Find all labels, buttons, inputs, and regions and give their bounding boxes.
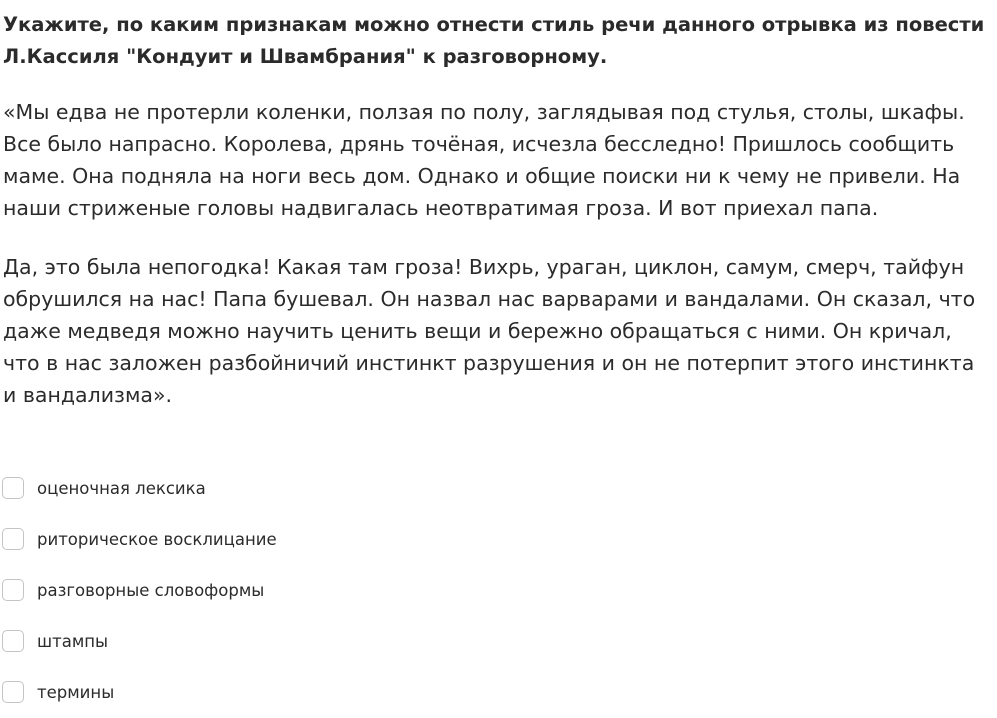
option-evaluative-vocabulary[interactable] bbox=[2, 475, 206, 501]
option-label: риторическое восклицание bbox=[37, 529, 277, 549]
checkbox[interactable] bbox=[2, 630, 24, 652]
option-label: термины bbox=[37, 682, 115, 702]
passage-paragraph-1: «Мы едва не протерли коленки, ползая по полу, заглядывая под стулья, столы, шкафы. Все было напрасно. Королева, дрянь точёная, исчезла бесследно! Пришлось сообщить маме. Она подняла на ноги весь дом. Однако и общие поиски ни к чему не привели. На наши стриженые головы надвигалась неотвратимая гроза. И вот приехал папа. bbox=[3, 100, 965, 220]
option-cliches[interactable] bbox=[2, 628, 108, 654]
question-text: Укажите, по каким признакам можно отнести стиль речи данного отрывка из повести Л.Кассиля "Кондуит и Швамбрания" к разговорному. bbox=[3, 13, 985, 68]
option-label: штампы bbox=[37, 631, 109, 651]
option-terms[interactable] bbox=[2, 679, 114, 705]
option-label: оценочная лексика bbox=[37, 478, 206, 498]
option-rhetorical-exclamation[interactable] bbox=[2, 526, 277, 552]
checkbox[interactable] bbox=[2, 528, 24, 550]
option-label: разговорные словоформы bbox=[37, 580, 265, 600]
checkbox[interactable] bbox=[2, 477, 24, 499]
checkbox[interactable] bbox=[2, 681, 24, 703]
option-colloquial-wordforms[interactable] bbox=[2, 577, 264, 603]
checkbox[interactable] bbox=[2, 579, 24, 601]
passage-paragraph-2: Да, это была непогодка! Какая там гроза! Вихрь, ураган, циклон, самум, смерч, тайфун обрушился на нас! Папа бушевал. Он назвал нас варварами и вандалами. Он сказал, что даже медведя можно научить ценить вещи и бережно обращаться с ними. Он кричал, что в нас заложен разбойничий инстинкт разрушения и он не потерпит этого инстинкта и вандализма». bbox=[3, 255, 976, 407]
